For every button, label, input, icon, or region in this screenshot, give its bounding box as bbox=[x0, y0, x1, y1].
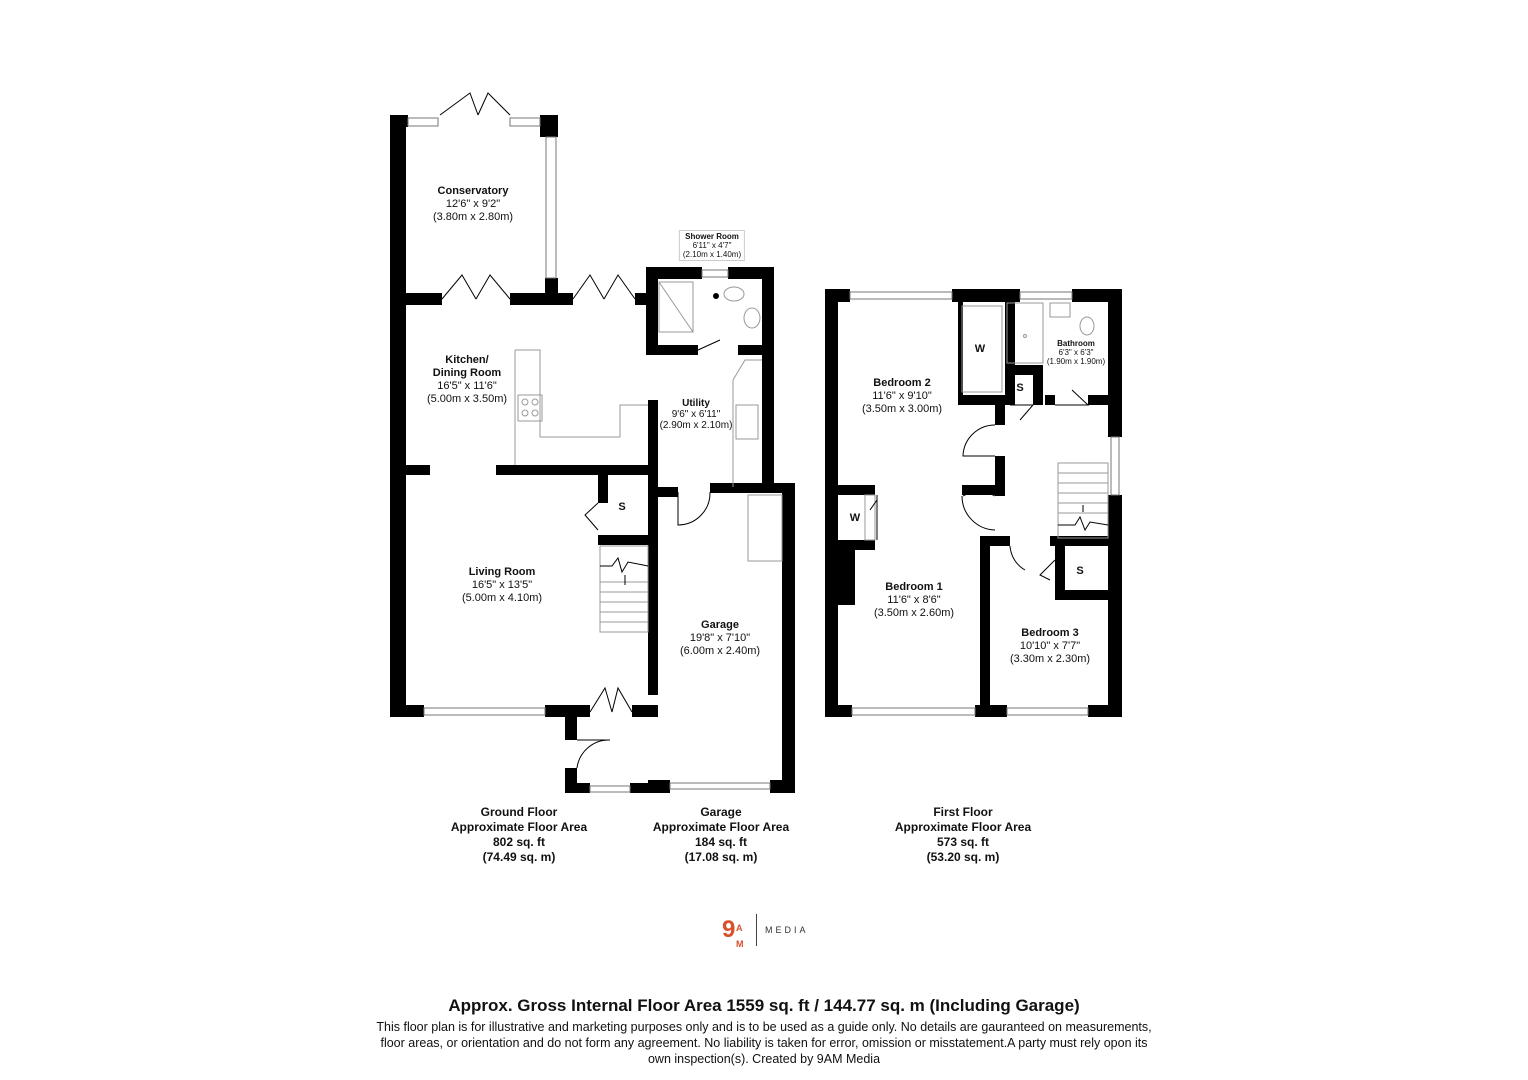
floor-area-sqm: (74.49 sq. m) bbox=[482, 850, 556, 864]
floor-area-sqft: 802 sq. ft bbox=[492, 835, 546, 849]
room-label-living-room bbox=[462, 566, 542, 605]
floor-area-caption: Approximate Floor Area bbox=[894, 820, 1032, 834]
room-name: Bedroom 2 bbox=[873, 377, 931, 389]
store-tag-ground: S bbox=[618, 501, 626, 513]
store-tag-bedroom-3: S bbox=[1076, 565, 1084, 577]
room-dimensions-imperial: 19'8" x 7'10" bbox=[689, 632, 751, 644]
room-dimensions-imperial: 12'6" x 9'2" bbox=[445, 198, 501, 210]
room-name: Bedroom 3 bbox=[1021, 627, 1079, 639]
room-name: Garage bbox=[701, 619, 739, 631]
logo-top-letter: A bbox=[736, 923, 743, 933]
floor-area-sqft: 573 sq. ft bbox=[936, 835, 990, 849]
room-label-bedroom-2 bbox=[862, 377, 942, 416]
room-label-kitchen-dining bbox=[427, 354, 507, 406]
room-name: Living Room bbox=[468, 566, 536, 578]
floor-name: First Floor bbox=[933, 805, 993, 819]
room-name: Utility bbox=[682, 398, 710, 409]
room-name-line2: Dining Room bbox=[432, 367, 502, 379]
floor-area-caption: Approximate Floor Area bbox=[450, 820, 588, 834]
room-dimensions-metric: (3.30m x 2.30m) bbox=[1009, 653, 1091, 665]
room-name: Kitchen/ bbox=[445, 354, 489, 366]
floor-area-sqm: (17.08 sq. m) bbox=[684, 850, 758, 864]
room-dimensions-metric: (3.80m x 2.80m) bbox=[432, 211, 514, 223]
room-dimensions-metric: (5.00m x 3.50m) bbox=[426, 393, 508, 405]
logo-wordmark: MEDIA bbox=[765, 925, 809, 935]
room-dimensions-metric: (5.00m x 4.10m) bbox=[461, 592, 543, 604]
floor-area-sqft: 184 sq. ft bbox=[694, 835, 748, 849]
room-label-bedroom-1 bbox=[874, 581, 954, 620]
floor-area-caption: Approximate Floor Area bbox=[652, 820, 790, 834]
floor-name: Garage bbox=[700, 805, 742, 819]
room-dimensions-imperial: 11'6" x 8'6" bbox=[887, 594, 941, 606]
floor-area-sqm: (53.20 sq. m) bbox=[926, 850, 1000, 864]
room-label-bedroom-3 bbox=[1010, 627, 1090, 666]
logo-digit: 9 bbox=[722, 916, 736, 943]
room-dimensions-metric: (2.90m x 2.10m) bbox=[659, 420, 733, 431]
logo-bottom-letter: M bbox=[736, 939, 744, 949]
floor-area-first bbox=[895, 805, 1031, 865]
room-dimensions-metric: (6.00m x 2.40m) bbox=[679, 645, 761, 657]
room-dimensions-metric: (1.90m x 1.90m) bbox=[1046, 357, 1106, 366]
room-name: Shower Room bbox=[685, 232, 739, 241]
floor-name: Ground Floor bbox=[480, 805, 558, 819]
disclaimer-text: This floor plan is for illustrative and marketing purposes only and is to be used as a guide only. No details are gauranteed on measurements, floor areas, or orientation and do not form any agreement. No liability is taken for error, omission or misstatement.A party must rely opon its own inspection(s). Created by 9AM Media bbox=[376, 1020, 1152, 1066]
wardrobe-tag-bedroom-1: W bbox=[849, 512, 861, 524]
brand-logo bbox=[722, 914, 809, 949]
room-dimensions-imperial: 16'5" x 13'5" bbox=[471, 579, 533, 591]
wardrobe-tag-bedroom-2: W bbox=[974, 343, 986, 355]
logo-divider bbox=[756, 914, 757, 946]
store-tag-landing: S bbox=[1016, 382, 1024, 394]
room-dimensions-imperial: 10'10" x 7'7" bbox=[1019, 640, 1081, 652]
room-dimensions-imperial: 6'11" x 4'7" bbox=[692, 241, 732, 250]
logo-mark bbox=[722, 916, 748, 949]
room-label-shower-room bbox=[679, 230, 745, 261]
room-dimensions-imperial: 6'3" x 6'3" bbox=[1058, 348, 1094, 357]
room-dimensions-imperial: 16'5" x 11'6" bbox=[437, 380, 497, 392]
room-label-garage bbox=[680, 619, 760, 658]
room-name: Conservatory bbox=[437, 185, 509, 197]
room-dimensions-metric: (3.50m x 2.60m) bbox=[873, 607, 955, 619]
room-name: Bathroom bbox=[1057, 339, 1095, 348]
room-dimensions-metric: (3.50m x 3.00m) bbox=[861, 403, 943, 415]
room-label-utility bbox=[660, 398, 733, 431]
room-label-conservatory bbox=[433, 185, 513, 224]
room-label-bathroom bbox=[1047, 339, 1105, 366]
room-dimensions-metric: (2.10m x 1.40m) bbox=[682, 250, 742, 259]
room-dimensions-imperial: 9'6" x 6'11" bbox=[671, 409, 721, 420]
total-floor-area: Approx. Gross Internal Floor Area 1559 sq. ft / 144.77 sq. m (Including Garage) bbox=[448, 996, 1080, 1015]
floor-area-ground bbox=[451, 805, 587, 865]
room-dimensions-imperial: 11'6" x 9'10" bbox=[872, 390, 932, 402]
room-name: Bedroom 1 bbox=[885, 581, 943, 593]
floor-area-garage bbox=[653, 805, 789, 865]
